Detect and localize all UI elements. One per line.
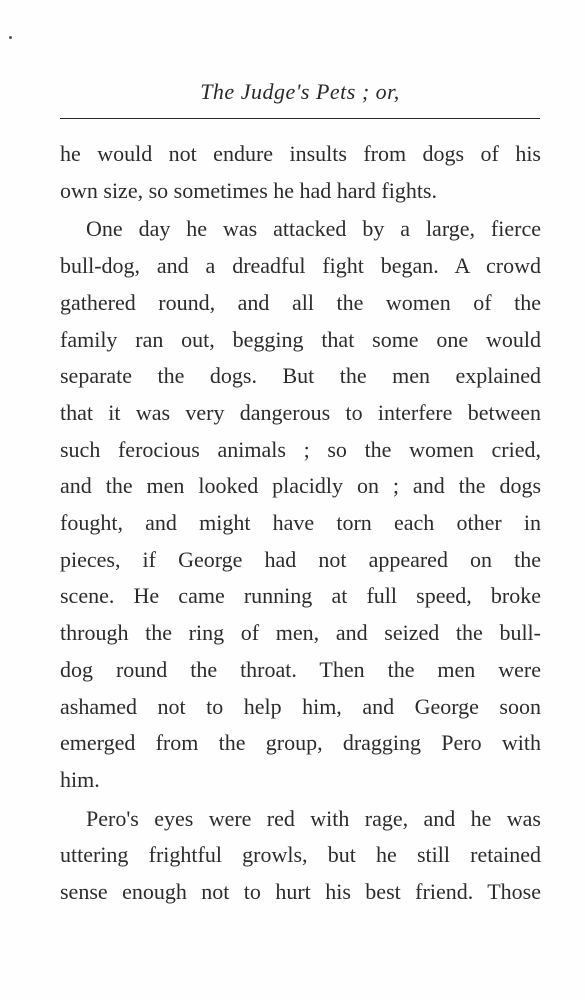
text-line: family ran out, begging that some one would	[60, 326, 541, 352]
paragraph	[60, 211, 541, 798]
text-line: bull-dog, and a dreadful fight began. A crowd	[60, 253, 541, 279]
text-line: gathered round, and all the women of the	[60, 289, 541, 315]
body-text	[60, 136, 541, 911]
text-line: sense enough not to hurt his best friend. Those	[60, 879, 541, 905]
text-line: ashamed not to help him, and George soon	[60, 693, 541, 719]
running-title: The Judge's Pets ; or,	[200, 79, 400, 104]
print-speck	[9, 36, 12, 39]
paragraph	[60, 801, 541, 911]
header-rule	[60, 118, 540, 119]
paragraph	[60, 136, 541, 209]
text-line: such ferocious animals ; so the women cried,	[60, 436, 541, 462]
text-line: separate the dogs. But the men explained	[60, 363, 541, 389]
text-line: dog round the throat. Then the men were	[60, 656, 541, 682]
text-line: that it was very dangerous to interfere between	[60, 399, 541, 425]
text-line: Pero's eyes were red with rage, and he was	[86, 805, 541, 831]
text-line: he would not endure insults from dogs of his	[60, 141, 541, 166]
text-line: One day he was attacked by a large, fierce	[86, 216, 541, 242]
text-line: uttering frightful growls, but he still retained	[60, 842, 541, 868]
text-line: pieces, if George had not appeared on the	[60, 546, 541, 572]
text-line: emerged from the group, dragging Pero with	[60, 730, 541, 756]
text-line: own size, so sometimes he had hard fights.	[60, 177, 437, 203]
text-line: scene. He came running at full speed, broke	[60, 583, 541, 609]
text-line: him.	[60, 766, 100, 792]
text-line: and the men looked placidly on ; and the dogs	[60, 473, 541, 499]
text-line: fought, and might have torn each other in	[60, 510, 541, 536]
text-line: through the ring of men, and seized the bull-	[60, 620, 541, 646]
